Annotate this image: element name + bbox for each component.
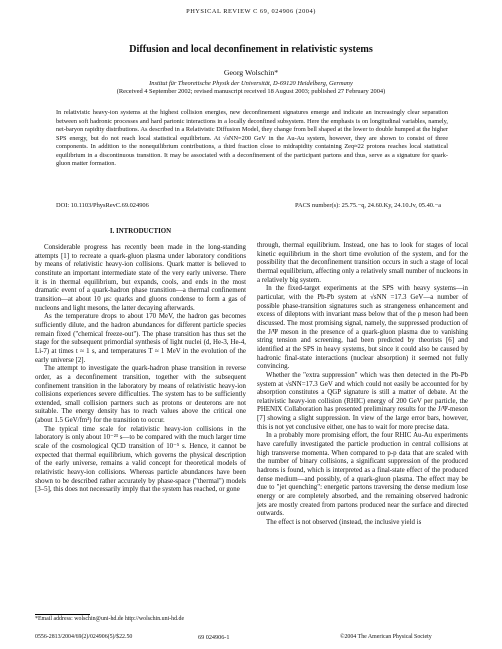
pacs-numbers: PACS number(s): 25.75.−q, 24.60.Ky, 24.10.Jv, 05.40.−a (295, 202, 442, 209)
column-left (35, 244, 246, 495)
doi[interactable]: DOI: 10.1103/PhysRevC.69.024906 (56, 202, 149, 209)
column-right (257, 242, 468, 528)
paragraph: As the temperature drops to about 170 MeV, the hadron gas becomes sufficiently dilute, and the hadron abundances for different particle species remain fixed ("chemical freeze-out"). The phase transition has thus set the stage for the subsequent primordial synthesis of light nuclei (d, He-3, He-4, Li-7) at times t ≈ 1 s, and temperatures T ≈ 1 MeV in the evolution of the early universe [2]. (35, 313, 246, 364)
paragraph: In a probably more promising effort, the four RHIC Au-Au experiments have carefully investigated the particle production in central collisions at high transverse momenta. When compared to p-p data that are scaled with the number of binary collisions, a significant suppression of the produced hadrons is found, which is interpreted as a final-state effect of the produced dense medium—and possibly, of a quark-gluon plasma. The effect may be due to "jet quenching": energetic partons traversing the dense medium lose energy or are completely absorbed, and the remaining observed hadronic jets are mostly created from partons produced near the surface and directed outwards. (257, 432, 468, 518)
paragraph: The effect is not observed (instead, the inclusive yield is (266, 519, 422, 526)
footnote-rule (35, 614, 90, 615)
journal-header: PHYSICAL REVIEW C 69, 024906 (2004) (186, 8, 316, 15)
issn-code: 0556-2813/2004/69(2)/024906(5)/$22.50 (35, 634, 133, 640)
received-dates: (Received 4 September 2002; revised manuscript received 18 August 2003; published 27 February 2004) (116, 88, 386, 95)
paragraph: The attempt to investigate the quark-hadron phase transition in reverse order, as a deconfinement transition, together with the subsequent confinement transition in the laboratory by means of relativistic heavy-ion collisions experiences severe difficulties. The system has to be sufficiently extended, small collision partners such as protons or deuterons are not suitable. The energy density has to reach values above the critical one (about 1.5 GeV/fm³) for the transition to occur. (35, 365, 246, 425)
copyright: ©2004 The American Physical Society (340, 634, 432, 640)
paragraph: through, thermal equilibrium. Instead, one has to look for stages of local kinetic equilibrium in the short time evolution of the system, and for the possibility that the deconfinement transition occurs in such a stage of local thermal equilibrium, affecting only a relatively small number of nucleons in a relatively big system. (257, 242, 468, 284)
paragraph: In the fixed-target experiments at the SPS with heavy systems—in particular, with the Pb-Pb system at √sNN =17.3 GeV—a number of possible phase-transition signatures such as strangeness enhancement and excess of dileptons with invariant mass below that of the ρ meson had been discussed. The most promising signal, namely, the suppressed production of the J/Ψ meson in the presence of a quark-gluon plasma due to vanishing string tension and screening, had been predicted by theorists [6] and identified at the SPS in heavy systems, but since it could also be caused by hadronic final-state interactions (nuclear absorption) it seemed not fully convincing. (257, 285, 468, 371)
paragraph: The typical time scale for relativistic heavy-ion collisions in the laboratory is only about 10⁻²³ s—to be compared with the much larger time scale of the cosmological QCD transition of 10⁻⁵ s. Hence, it cannot be expected that thermal equilibrium, which governs the physical description of the early universe, remains a valid concept for theoretical models of relativistic heavy-ion collisions. Whereas particle abundances have been shown to be described rather accurately by phase-space ("thermal") models [3–5], this does not necessarily imply that the system has reached, or gone (35, 425, 246, 494)
page-number: 69 024906-1 (198, 634, 230, 641)
abstract: In relativistic heavy-ion systems at the highest collision energies, new deconfinement signatures emerge and indicate an increasingly clear separation between soft hadronic processes and hard partonic interactions in a locally deconfined subsystem. Here the emphasis is on longitudinal variables, namely, net-baryon rapidity distributions. As described in a Relativistic Diffusion Model, they change from bell shaped at the lower to double humped at the higher SPS energy, but do not reach local statistical equilibrium. At √sNN=200 GeV in the Au-Au system, however, they are shown to consist of three components. In addition to the nonequilibrium contributions, a third fraction close to midrapidity containing Zeq≈22 protons reaches local statistical equilibrium in a discontinuous transition. It may be associated with a deconfinement of the participant partons and thus, serve as a signature for quark-gluon matter formation. (56, 109, 448, 168)
affiliation: Institut für Theoretische Physik der Universität, D-69120 Heidelberg, Germany (149, 80, 353, 87)
paragraph: Whether the "extra suppression" which was then detected in the Pb-Pb system at √sNN=17.3 GeV and which could not easily be accounted for by absorption constitutes a QGP signature is still a matter of debate. At the relativistic heavy-ion collision (RHIC) energy of 200 GeV per particle, the PHENIX Collaboration has presented preliminary results for the J/Ψ-meson [7] showing a slight suppression. In view of the large error bars, however, this is not yet conclusive either, one has to wait for more precise data. (257, 371, 468, 431)
author: Georg Wolschin* (223, 68, 279, 77)
footnote: *Email address: wolschin@uni-hd.de http://wolschin.uni-hd.de (35, 616, 185, 622)
section-heading: I. INTRODUCTION (109, 228, 172, 235)
paper-title: Diffusion and local deconfinement in relativistic systems (129, 44, 373, 55)
paragraph: Considerable progress has recently been made in the long-standing attempts [1] to recreate a quark-gluon plasma under laboratory conditions by means of relativistic heavy-ion collisions. Quark matter is believed to constitute an important intermediate state of the very early universe. There it is in thermal equilibrium, but expands, cools, and ends in the most dramatic event of a quark-hadron phase transition—a thermal confinement transition—at about 10 μs: quarks and gluons condense to form a gas of nucleons and light mesons, the latter decaying afterwards. (35, 244, 246, 312)
